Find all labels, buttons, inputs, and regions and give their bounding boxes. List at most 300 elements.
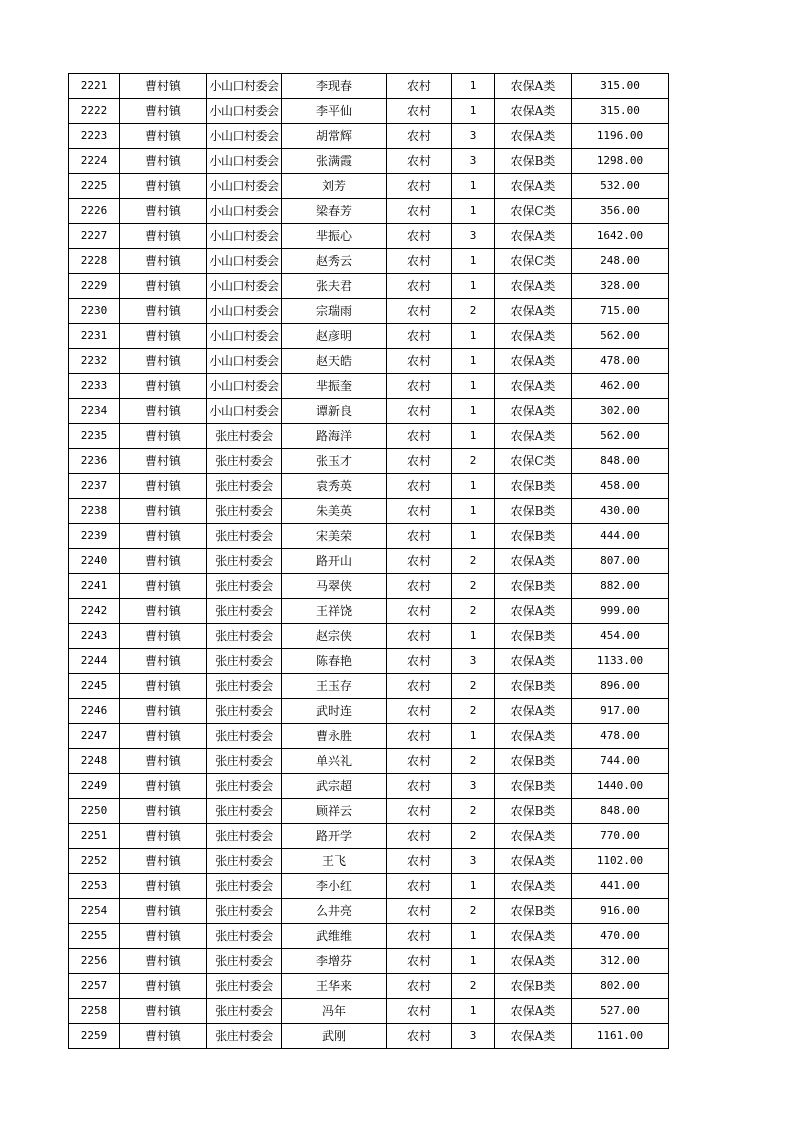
person-name-cell: 李增芬 [282,949,387,974]
person-name-cell: 张满霞 [282,149,387,174]
area-type-cell: 农村 [387,999,452,1024]
town-cell: 曹村镇 [120,249,207,274]
town-cell: 曹村镇 [120,599,207,624]
person-name-cell: 武刚 [282,1024,387,1049]
row-number-cell: 2236 [69,449,120,474]
village-cell: 张庄村委会 [207,699,282,724]
insurance-category-cell: 农保B类 [495,499,572,524]
town-cell: 曹村镇 [120,999,207,1024]
village-cell: 小山口村委会 [207,224,282,249]
person-name-cell: 张玉才 [282,449,387,474]
village-cell: 张庄村委会 [207,824,282,849]
town-cell: 曹村镇 [120,1024,207,1049]
village-cell: 张庄村委会 [207,974,282,999]
row-number-cell: 2247 [69,724,120,749]
insurance-category-cell: 农保A类 [495,1024,572,1049]
insurance-category-cell: 农保A类 [495,224,572,249]
person-name-cell: 武时连 [282,699,387,724]
insurance-category-cell: 农保A类 [495,949,572,974]
household-count-cell: 1 [452,324,495,349]
person-name-cell: 李平仙 [282,99,387,124]
household-count-cell: 2 [452,799,495,824]
amount-cell: 444.00 [572,524,669,549]
person-name-cell: 马翠侠 [282,574,387,599]
town-cell: 曹村镇 [120,549,207,574]
table-row [69,299,669,324]
table-row [69,674,669,699]
table-row [69,324,669,349]
area-type-cell: 农村 [387,74,452,99]
amount-cell: 458.00 [572,474,669,499]
amount-cell: 478.00 [572,349,669,374]
person-name-cell: 赵彦明 [282,324,387,349]
area-type-cell: 农村 [387,974,452,999]
town-cell: 曹村镇 [120,749,207,774]
area-type-cell: 农村 [387,299,452,324]
amount-cell: 527.00 [572,999,669,1024]
insurance-category-cell: 农保A类 [495,724,572,749]
area-type-cell: 农村 [387,499,452,524]
row-number-cell: 2252 [69,849,120,874]
insurance-category-cell: 农保A类 [495,849,572,874]
insurance-category-cell: 农保A类 [495,824,572,849]
person-name-cell: 王飞 [282,849,387,874]
town-cell: 曹村镇 [120,324,207,349]
household-count-cell: 1 [452,199,495,224]
village-cell: 张庄村委会 [207,724,282,749]
table-row [69,74,669,99]
village-cell: 张庄村委会 [207,1024,282,1049]
person-name-cell: 胡常辉 [282,124,387,149]
town-cell: 曹村镇 [120,724,207,749]
table-row [69,599,669,624]
amount-cell: 770.00 [572,824,669,849]
household-count-cell: 1 [452,499,495,524]
table-row [69,199,669,224]
household-count-cell: 1 [452,999,495,1024]
area-type-cell: 农村 [387,324,452,349]
village-cell: 张庄村委会 [207,674,282,699]
area-type-cell: 农村 [387,524,452,549]
table-row [69,799,669,824]
area-type-cell: 农村 [387,674,452,699]
village-cell: 小山口村委会 [207,299,282,324]
amount-cell: 248.00 [572,249,669,274]
row-number-cell: 2235 [69,424,120,449]
row-number-cell: 2231 [69,324,120,349]
insurance-category-cell: 农保A类 [495,699,572,724]
town-cell: 曹村镇 [120,849,207,874]
area-type-cell: 农村 [387,349,452,374]
amount-cell: 1440.00 [572,774,669,799]
insurance-category-cell: 农保A类 [495,374,572,399]
area-type-cell: 农村 [387,249,452,274]
town-cell: 曹村镇 [120,449,207,474]
area-type-cell: 农村 [387,274,452,299]
area-type-cell: 农村 [387,924,452,949]
row-number-cell: 2223 [69,124,120,149]
table-row [69,899,669,924]
row-number-cell: 2245 [69,674,120,699]
insurance-category-cell: 农保A类 [495,274,572,299]
insurance-category-cell: 农保B类 [495,624,572,649]
row-number-cell: 2230 [69,299,120,324]
table-row [69,1024,669,1049]
area-type-cell: 农村 [387,799,452,824]
row-number-cell: 2256 [69,949,120,974]
town-cell: 曹村镇 [120,274,207,299]
person-name-cell: 李小红 [282,874,387,899]
amount-cell: 312.00 [572,949,669,974]
household-count-cell: 3 [452,1024,495,1049]
table-row [69,499,669,524]
person-name-cell: 朱美英 [282,499,387,524]
row-number-cell: 2243 [69,624,120,649]
area-type-cell: 农村 [387,624,452,649]
town-cell: 曹村镇 [120,499,207,524]
household-count-cell: 3 [452,124,495,149]
table-row [69,99,669,124]
insurance-category-cell: 农保B类 [495,799,572,824]
row-number-cell: 2258 [69,999,120,1024]
town-cell: 曹村镇 [120,224,207,249]
household-count-cell: 2 [452,549,495,574]
row-number-cell: 2246 [69,699,120,724]
row-number-cell: 2226 [69,199,120,224]
insurance-category-cell: 农保B类 [495,149,572,174]
row-number-cell: 2259 [69,1024,120,1049]
household-count-cell: 1 [452,874,495,899]
amount-cell: 1298.00 [572,149,669,174]
amount-cell: 1642.00 [572,224,669,249]
insurance-category-cell: 农保C类 [495,199,572,224]
amount-cell: 532.00 [572,174,669,199]
household-count-cell: 1 [452,624,495,649]
insurance-category-cell: 农保B类 [495,899,572,924]
town-cell: 曹村镇 [120,99,207,124]
town-cell: 曹村镇 [120,974,207,999]
table-row [69,274,669,299]
town-cell: 曹村镇 [120,124,207,149]
table-row [69,724,669,749]
amount-cell: 882.00 [572,574,669,599]
row-number-cell: 2229 [69,274,120,299]
town-cell: 曹村镇 [120,349,207,374]
town-cell: 曹村镇 [120,149,207,174]
village-cell: 小山口村委会 [207,74,282,99]
row-number-cell: 2233 [69,374,120,399]
person-name-cell: 武维维 [282,924,387,949]
village-cell: 小山口村委会 [207,324,282,349]
amount-cell: 454.00 [572,624,669,649]
row-number-cell: 2250 [69,799,120,824]
village-cell: 小山口村委会 [207,249,282,274]
person-name-cell: 赵秀云 [282,249,387,274]
benefit-roster-table [68,73,669,1049]
area-type-cell: 农村 [387,474,452,499]
insurance-category-cell: 农保A类 [495,399,572,424]
amount-cell: 430.00 [572,499,669,524]
person-name-cell: 陈春艳 [282,649,387,674]
household-count-cell: 3 [452,149,495,174]
household-count-cell: 1 [452,274,495,299]
insurance-category-cell: 农保C类 [495,249,572,274]
amount-cell: 917.00 [572,699,669,724]
insurance-category-cell: 农保A类 [495,874,572,899]
table-row [69,424,669,449]
area-type-cell: 农村 [387,124,452,149]
village-cell: 小山口村委会 [207,349,282,374]
town-cell: 曹村镇 [120,649,207,674]
town-cell: 曹村镇 [120,299,207,324]
village-cell: 小山口村委会 [207,374,282,399]
area-type-cell: 农村 [387,824,452,849]
insurance-category-cell: 农保A类 [495,124,572,149]
area-type-cell: 农村 [387,99,452,124]
person-name-cell: 梁春芳 [282,199,387,224]
amount-cell: 848.00 [572,799,669,824]
amount-cell: 1133.00 [572,649,669,674]
area-type-cell: 农村 [387,374,452,399]
area-type-cell: 农村 [387,774,452,799]
village-cell: 张庄村委会 [207,899,282,924]
row-number-cell: 2244 [69,649,120,674]
amount-cell: 315.00 [572,99,669,124]
table-row [69,824,669,849]
area-type-cell: 农村 [387,424,452,449]
amount-cell: 1196.00 [572,124,669,149]
row-number-cell: 2253 [69,874,120,899]
row-number-cell: 2251 [69,824,120,849]
row-number-cell: 2237 [69,474,120,499]
table-row [69,349,669,374]
table-row [69,624,669,649]
amount-cell: 896.00 [572,674,669,699]
insurance-category-cell: 农保A类 [495,324,572,349]
town-cell: 曹村镇 [120,799,207,824]
person-name-cell: 路海洋 [282,424,387,449]
area-type-cell: 农村 [387,724,452,749]
person-name-cell: 宗瑞雨 [282,299,387,324]
amount-cell: 1102.00 [572,849,669,874]
table-row [69,574,669,599]
table-body [69,74,669,1049]
village-cell: 张庄村委会 [207,549,282,574]
person-name-cell: 袁秀英 [282,474,387,499]
area-type-cell: 农村 [387,899,452,924]
village-cell: 小山口村委会 [207,124,282,149]
table-row [69,874,669,899]
village-cell: 张庄村委会 [207,574,282,599]
amount-cell: 478.00 [572,724,669,749]
area-type-cell: 农村 [387,224,452,249]
amount-cell: 328.00 [572,274,669,299]
town-cell: 曹村镇 [120,399,207,424]
person-name-cell: 路开山 [282,549,387,574]
person-name-cell: 王祥饶 [282,599,387,624]
household-count-cell: 1 [452,399,495,424]
area-type-cell: 农村 [387,399,452,424]
household-count-cell: 3 [452,849,495,874]
village-cell: 张庄村委会 [207,449,282,474]
amount-cell: 562.00 [572,324,669,349]
insurance-category-cell: 农保A类 [495,549,572,574]
person-name-cell: 李现春 [282,74,387,99]
area-type-cell: 农村 [387,149,452,174]
village-cell: 张庄村委会 [207,474,282,499]
insurance-category-cell: 农保A类 [495,599,572,624]
row-number-cell: 2242 [69,599,120,624]
town-cell: 曹村镇 [120,174,207,199]
village-cell: 张庄村委会 [207,749,282,774]
village-cell: 小山口村委会 [207,149,282,174]
insurance-category-cell: 农保C类 [495,449,572,474]
person-name-cell: 张夫君 [282,274,387,299]
town-cell: 曹村镇 [120,74,207,99]
table-row [69,924,669,949]
amount-cell: 715.00 [572,299,669,324]
person-name-cell: 路开学 [282,824,387,849]
town-cell: 曹村镇 [120,924,207,949]
row-number-cell: 2254 [69,899,120,924]
person-name-cell: 冯年 [282,999,387,1024]
row-number-cell: 2238 [69,499,120,524]
town-cell: 曹村镇 [120,199,207,224]
village-cell: 小山口村委会 [207,399,282,424]
area-type-cell: 农村 [387,174,452,199]
row-number-cell: 2240 [69,549,120,574]
amount-cell: 462.00 [572,374,669,399]
household-count-cell: 1 [452,349,495,374]
amount-cell: 807.00 [572,549,669,574]
town-cell: 曹村镇 [120,574,207,599]
town-cell: 曹村镇 [120,699,207,724]
amount-cell: 356.00 [572,199,669,224]
table-row [69,249,669,274]
insurance-category-cell: 农保B类 [495,474,572,499]
amount-cell: 1161.00 [572,1024,669,1049]
row-number-cell: 2241 [69,574,120,599]
household-count-cell: 3 [452,774,495,799]
household-count-cell: 1 [452,474,495,499]
person-name-cell: 单兴礼 [282,749,387,774]
household-count-cell: 1 [452,424,495,449]
village-cell: 张庄村委会 [207,424,282,449]
amount-cell: 302.00 [572,399,669,424]
table-row [69,699,669,724]
village-cell: 小山口村委会 [207,199,282,224]
household-count-cell: 1 [452,99,495,124]
household-count-cell: 1 [452,524,495,549]
row-number-cell: 2228 [69,249,120,274]
area-type-cell: 农村 [387,874,452,899]
amount-cell: 562.00 [572,424,669,449]
row-number-cell: 2225 [69,174,120,199]
household-count-cell: 2 [452,599,495,624]
table-row [69,449,669,474]
village-cell: 张庄村委会 [207,874,282,899]
household-count-cell: 3 [452,224,495,249]
table-row [69,749,669,774]
household-count-cell: 2 [452,299,495,324]
insurance-category-cell: 农保A类 [495,649,572,674]
row-number-cell: 2257 [69,974,120,999]
household-count-cell: 1 [452,74,495,99]
insurance-category-cell: 农保B类 [495,774,572,799]
area-type-cell: 农村 [387,949,452,974]
person-name-cell: 谭新良 [282,399,387,424]
person-name-cell: 刘芳 [282,174,387,199]
area-type-cell: 农村 [387,1024,452,1049]
village-cell: 张庄村委会 [207,799,282,824]
village-cell: 张庄村委会 [207,999,282,1024]
row-number-cell: 2239 [69,524,120,549]
insurance-category-cell: 农保A类 [495,999,572,1024]
household-count-cell: 2 [452,449,495,474]
amount-cell: 916.00 [572,899,669,924]
table-row [69,774,669,799]
table-row [69,399,669,424]
household-count-cell: 2 [452,749,495,774]
area-type-cell: 农村 [387,849,452,874]
household-count-cell: 1 [452,924,495,949]
village-cell: 张庄村委会 [207,524,282,549]
table-row [69,149,669,174]
table-row [69,949,669,974]
village-cell: 小山口村委会 [207,174,282,199]
household-count-cell: 1 [452,249,495,274]
row-number-cell: 2255 [69,924,120,949]
insurance-category-cell: 农保B类 [495,974,572,999]
household-count-cell: 1 [452,174,495,199]
town-cell: 曹村镇 [120,624,207,649]
village-cell: 张庄村委会 [207,599,282,624]
table-row [69,849,669,874]
town-cell: 曹村镇 [120,674,207,699]
town-cell: 曹村镇 [120,874,207,899]
village-cell: 小山口村委会 [207,99,282,124]
household-count-cell: 3 [452,649,495,674]
table-row [69,474,669,499]
area-type-cell: 农村 [387,199,452,224]
person-name-cell: 武宗超 [282,774,387,799]
insurance-category-cell: 农保A类 [495,299,572,324]
area-type-cell: 农村 [387,749,452,774]
area-type-cell: 农村 [387,574,452,599]
area-type-cell: 农村 [387,599,452,624]
table-row [69,374,669,399]
insurance-category-cell: 农保A类 [495,349,572,374]
row-number-cell: 2232 [69,349,120,374]
person-name-cell: 顾祥云 [282,799,387,824]
town-cell: 曹村镇 [120,824,207,849]
village-cell: 张庄村委会 [207,924,282,949]
row-number-cell: 2227 [69,224,120,249]
village-cell: 张庄村委会 [207,624,282,649]
amount-cell: 470.00 [572,924,669,949]
amount-cell: 999.00 [572,599,669,624]
row-number-cell: 2221 [69,74,120,99]
person-name-cell: 宋美荣 [282,524,387,549]
insurance-category-cell: 农保A类 [495,924,572,949]
household-count-cell: 2 [452,674,495,699]
area-type-cell: 农村 [387,549,452,574]
household-count-cell: 1 [452,724,495,749]
insurance-category-cell: 农保A类 [495,424,572,449]
table-row [69,174,669,199]
row-number-cell: 2248 [69,749,120,774]
table-row [69,974,669,999]
